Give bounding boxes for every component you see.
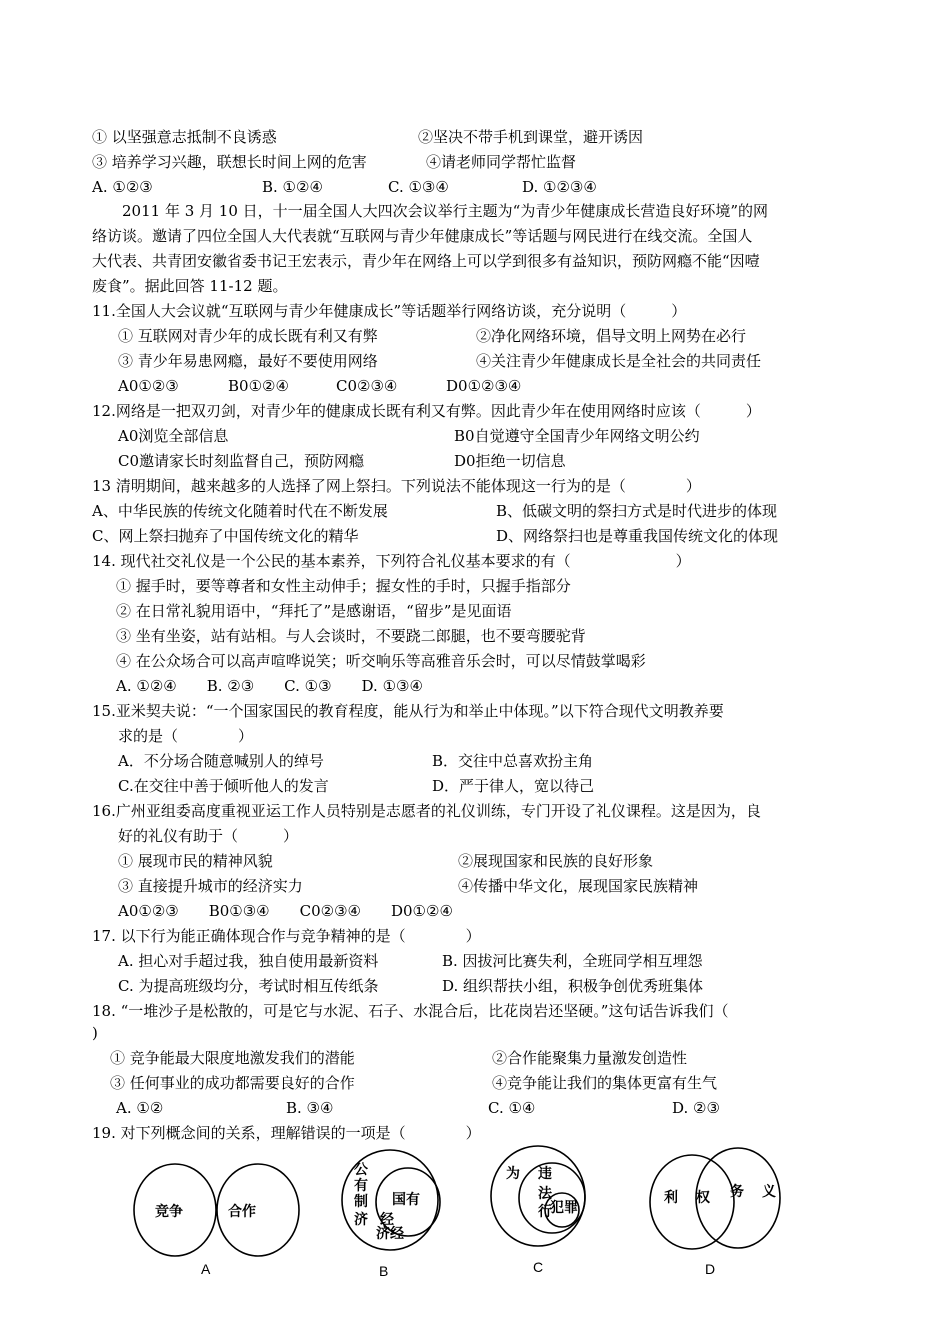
q11-item-3: ③ 青少年易患网瘾，最好不要使用网络 (118, 352, 378, 370)
option-b: B. ①②④ (262, 178, 323, 196)
label-competition: 竞争 (155, 1204, 183, 1220)
q15-stem: 15.亚米契夫说：“一个国家国民的教育程度，能从行为和举止中体现。”以下符合现代文明教养要 (92, 702, 724, 720)
q12-option-c: C0邀请家长时刻监督自己，预防网瘾 (118, 452, 365, 470)
q11-item-1: ① 互联网对青少年的成长既有利又有弊 (118, 327, 378, 345)
q11-option-a: A0①②③ (118, 377, 179, 395)
q13-stem: 13 清明期间，越来越多的人选择了网上祭扫。下列说法不能体现这一行为的是（ ） (92, 477, 701, 495)
option-c: C. ①③④ (388, 178, 449, 196)
q13-option-d: D、网络祭扫也是尊重我国传统文化的体现 (496, 527, 779, 545)
label-c-1: 违 (538, 1166, 552, 1182)
q14-options: A. ①②④ B. ②③ C. ①③ D. ①③④ (116, 677, 423, 695)
q15-option-c: C.在交往中善于倾听他人的发言 (118, 777, 329, 795)
q15-option-a: A．不分场合随意喊别人的绰号 (118, 752, 324, 770)
label-d-4: 义 (762, 1184, 776, 1200)
q14-item-4: ④ 在公众场合可以高声喧哗说笑；听交响乐等高雅音乐会时，可以尽情鼓掌喝彩 (116, 652, 646, 670)
q15-option-b: B．交往中总喜欢扮主角 (432, 752, 594, 770)
diagram-label-b: B (379, 1263, 389, 1279)
label-b-economy: 济经 (376, 1226, 404, 1242)
q13-option-c: C、网上祭扫抛弃了中国传统文化的精华 (92, 527, 359, 545)
passage-line: 大代表、共青团安徽省委书记王宏表示，青少年在网络上可以学到很多有益知识，预防网瘾不能“因噎 (92, 252, 760, 270)
q14-item-3: ③ 坐有坐姿，站有站相。与人会谈时，不要跷二郎腿，也不要弯腰驼背 (116, 627, 586, 645)
diagram-label-c: C (533, 1259, 544, 1275)
q11-item-2: ②净化网络环境，倡导文明上网势在必行 (476, 327, 747, 345)
q14-item-2: ② 在日常礼貌用语中，“拜托了”是感谢语，“留步”是见面语 (116, 602, 512, 620)
label-d-3: 务 (730, 1184, 744, 1200)
q17-option-c: C. 为提高班级均分，考试时相互传纸条 (118, 977, 379, 995)
diagram-label-d: D (705, 1261, 716, 1277)
q18-option-a: A. ①② (116, 1099, 164, 1117)
q14-item-1: ① 握手时，要等尊者和女性主动伸手；握女性的手时，只握手指部分 (116, 577, 571, 595)
q12-stem: 12.网络是一把双刃剑，对青少年的健康成长既有利又有弊。因此青少年在使用网络时应该（ ） (92, 402, 761, 420)
label-b-4: 济 (354, 1212, 368, 1228)
label-d-2: 权 (696, 1190, 710, 1206)
q11-option-b: B0①②④ (228, 377, 289, 395)
label-b-2: 有 (354, 1178, 368, 1194)
label-b-1: 公 (354, 1162, 368, 1178)
q18-stem-cont: ) (92, 1024, 98, 1042)
q14-stem: 14. 现代社交礼仪是一个公民的基本素养，下列符合礼仪基本要求的有（ ） (92, 552, 691, 570)
concept-diagrams (0, 1140, 950, 1340)
passage-line: 络访谈。邀请了四位全国人大代表就“互联网与青少年健康成长”等话题与网民进行在线交流。全国人 (92, 227, 753, 245)
q19-stem: 19. 对下列概念间的关系，理解错误的一项是（ ） (92, 1124, 481, 1142)
label-c-2: 法 (538, 1186, 552, 1202)
q16-item-3: ③ 直接提升城市的经济实力 (118, 877, 303, 895)
option-a: A. ①②③ (92, 178, 153, 196)
diagram-d (650, 1148, 780, 1249)
q18-item-4: ④竞争能让我们的集体更富有生气 (492, 1074, 718, 1092)
item-3: ③ 培养学习兴趣，联想长时间上网的危害 (92, 153, 367, 171)
q16-item-1: ① 展现市民的精神风貌 (118, 852, 273, 870)
label-d-1: 利 (664, 1190, 678, 1206)
q12-option-a: A0浏览全部信息 (118, 427, 229, 445)
q16-stem: 16.广州亚组委高度重视亚运工作人员特别是志愿者的礼仪训练，专门开设了礼仪课程。这是因为，良 (92, 802, 761, 820)
q13-option-b: B、低碳文明的祭扫方式是时代进步的体现 (496, 502, 778, 520)
q11-option-c: C0②③④ (336, 377, 398, 395)
option-d: D. ①②③④ (522, 178, 597, 196)
q15-stem-cont: 求的是（ ） (118, 727, 254, 745)
diagram-b (342, 1150, 440, 1250)
item-1: ① 以坚强意志抵制不良诱惑 (92, 128, 277, 146)
q17-stem: 17. 以下行为能正确体现合作与竞争精神的是（ ） (92, 927, 481, 945)
q17-option-d: D. 组织帮扶小组，积极争创优秀班集体 (442, 977, 704, 995)
q11-option-d: D0①②③④ (446, 377, 522, 395)
label-crime: 犯罪 (550, 1200, 578, 1216)
q18-option-b: B. ③④ (286, 1099, 334, 1117)
q18-option-d: D. ②③ (672, 1099, 720, 1117)
q18-stem: 18. “一堆沙子是松散的，可是它与水泥、石子、水混合后，比花岗岩还坚硬。”这句话告诉我们（ (92, 1002, 729, 1020)
passage-line: 废食”。据此回答 11-12 题。 (92, 277, 288, 295)
q12-option-d: D0拒绝一切信息 (454, 452, 566, 470)
label-c-behavior: 为 (506, 1166, 520, 1182)
q16-stem-cont: 好的礼仪有助于（ ） (118, 827, 299, 845)
q11-stem: 11.全国人大会议就“互联网与青少年健康成长”等话题举行网络访谈，充分说明（ ） (92, 302, 687, 320)
circle-rights (650, 1155, 734, 1249)
item-2: ②坚决不带手机到课堂，避开诱因 (418, 128, 644, 146)
q16-options: A0①②③ B0①③④ C0②③④ D0①②④ (118, 902, 453, 920)
label-state-owned: 国有 (392, 1192, 420, 1208)
diagram-label-a: A (201, 1261, 211, 1277)
label-b-3: 制 (354, 1194, 368, 1210)
item-4: ④请老师同学帮忙监督 (426, 153, 577, 171)
q18-option-c: C. ①④ (488, 1099, 536, 1117)
q18-item-2: ②合作能聚集力量激发创造性 (492, 1049, 688, 1067)
q11-item-4: ④关注青少年健康成长是全社会的共同责任 (476, 352, 762, 370)
q13-option-a: A、中华民族的传统文化随着时代在不断发展 (92, 502, 388, 520)
q15-option-d: D．严于律人，宽以待己 (432, 777, 595, 795)
label-cooperation: 合作 (228, 1204, 256, 1220)
label-c-3: 行 (538, 1204, 552, 1220)
diagram-a (134, 1164, 299, 1256)
diagram-c (491, 1146, 585, 1246)
q17-option-b: B. 因拔河比赛失利，全班同学相互埋怨 (442, 952, 703, 970)
label-b-5: 经 (380, 1212, 394, 1228)
q16-item-4: ④传播中华文化，展现国家民族精神 (458, 877, 699, 895)
q16-item-2: ②展现国家和民族的良好形象 (458, 852, 654, 870)
q12-option-b: B0自觉遵守全国青少年网络文明公约 (454, 427, 700, 445)
passage-line: 2011 年 3 月 10 日，十一届全国人大四次会议举行主题为“为青少年健康成长营造良好环境”的网 (92, 202, 768, 220)
q17-option-a: A. 担心对手超过我，独自使用最新资料 (118, 952, 379, 970)
q18-item-1: ① 竞争能最大限度地激发我们的潜能 (110, 1049, 355, 1067)
q18-item-3: ③ 任何事业的成功都需要良好的合作 (110, 1074, 355, 1092)
